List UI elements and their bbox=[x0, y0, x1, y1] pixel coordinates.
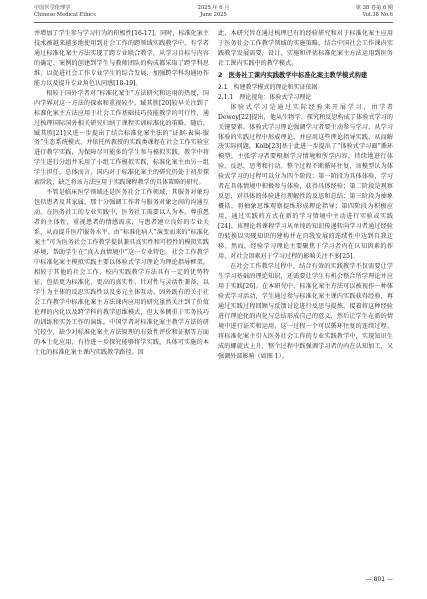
paragraph: 体验式学习是通过实际经验来开展学习，由学者 Dewey[22]提出，他从生物学、探究和反思构成了体验式学习的关键要素。体验式学习理论强调学习者要主动参与学习，从学习体验的实践过程中形成理论，并应用这些理论指导实践，从而解决实际问题。Kolb[23]基于此进一步提出了“体验式学习圈”循环模型，主张学习者要根据学习情境和所学内容，持续地进行体验、反思、思考和行动。整个过程不断循环往复，该模型认为体验式学习的过程可以分为四个阶段：第一阶段为具体体验，学习者在具体情境中积极参与体验，获得具体经验；第二阶段是观察反思，对具体的体验进行理解性的反思和总结；第三阶段为抽象概括，将抽象思维观察提炼形成理论指导；第四阶段为积极应用，通过实践的方式在新的学习情境中主动进行实验或实践[24]。该理论将课程学习从单纯的知识传递转向学习者通过经验的转换以实现知识的建构并在自我发展的连续性中达到自我迁移。然而，经验学习理论主要聚焦于学习者内在认知因素的作用，对社会因素对于学习过程的影响关注不多[25]。 bbox=[218, 103, 393, 260]
issue-date-en: June 2025 bbox=[200, 12, 227, 18]
page-number: — 801 — bbox=[365, 576, 393, 583]
paragraph: 在社会工作教学过程中，结合有效的实践教学不仅需要让学生学习基础的理论知识，还需要让学生有机会整合所学理论并应用于实践[26]。在本研究中，标准化案主方法可以被视作一种体验式学习活动，学生通过参与标准化案主课内实践获得经验，再通过实践过程回顾与反馈讨论进行反思与提炼，接着将这种经验进行理论化的内化与总结形成自己的意义，然后让学生在新的情境中进行证实和运用，这一过程一个可以循环往复的连续过程。将标准化案主引入医务社会工作的专业实践教学中，实现知识生成的螺旋式上升，整个过程中践强调学习者的内在认知加工，又强调外部影响（如图 1）。 bbox=[218, 262, 393, 360]
paragraph: 不管是临床医学领域还是医务社会工作领域，其服务对象均包括患者及其家属，那十分强调工作者与服务对象之间的沟通互动。在医务社工的专业实践中，医务社工需要以人为本，尊重患者的主体性，重视患者的情感需求，与患者建立良好的专业关系，从而提升医疗服务水平。由“标准化病人”演变而来的“标准化案主”可为医务社会工作教学提供兼具真实性和可控性的模拟实践环境，帮助学生在“真人真情境中”这一专业特色。社会工作教学中标准化案主模拟实践主要以体验式学习理论为理论指导框架，相较于其他的社会工作、校内实践教学方法具有一定的优势特征，包括更为标准化、更高的真实性、针对性与灵活性兼备，以学生为主体的反思实践性以及多元主体互动。因外既有的关于社会工作教学中标准化案主方法课内应用的研究虽然关注到了价值伦理的内化以及跨学科的教学思维模式，但大多侧重于实务技巧的训练和实务工作的演练。中国学者对标准化案主教学方法的研究较少，缺少对标准化案主方法原理的有效性评价和证据等方面的本土化应用，有待进一步探究能够将学实践，具体可实施的本土化的标准化案主课内实践教学路径。因 bbox=[34, 189, 209, 356]
issue-volume-en: Vol.38 No.6 bbox=[362, 12, 393, 18]
journal-name-en: Chinese Medical Ethics bbox=[34, 12, 96, 18]
subsection-heading: 2.1 构建教学模式的理论和实证依据 bbox=[218, 83, 318, 91]
issue-volume bbox=[356, 5, 393, 19]
header-rule bbox=[34, 22, 393, 23]
paragraph: 并增加了学生参与学习行为的积极性[16-17]。同时，标准化案主技术被越来越多地使用到社会工作的跨领域实践教学中，有学者通过标准化案主方法实现了跨专业联合教学，从学习目标与内容的确定、案例的创建到学生与教师团队的构成都采取了跨学科思维，以促进社会工作专业学生的综合发展，加强跨学科沟通协作能力以及提升专业角色认同感[18-19]。 bbox=[34, 30, 209, 87]
section-heading: 2 医务社工课内实践教学中标准化案主教学模式构建 bbox=[218, 71, 368, 79]
issue-volume-cn: 第 38 卷第 6 期 bbox=[355, 5, 393, 11]
left-column bbox=[34, 29, 209, 357]
paragraph: 此，本研究旨在通过梳理已有的经验研究和对于标准化案主应用于医务社会工作教学领域的实施策略，结合中国社会工作课内实践教学发展需要，设计、实施和评估标准化案主方法运用到医务社工课内实践中的教学模式。 bbox=[218, 30, 393, 67]
issue-date-cn: 2025 年 6 月 bbox=[197, 5, 230, 11]
subsubsection-heading: 2.1.1 理论视角：体验式学习理论 bbox=[218, 93, 312, 101]
paragraph: 相较于国外学者对“标准化案主”方法研究和运用的热度，国内学界对这一方法的探索和重视较少。臧其胜[20]较早关注到了标准化案主方法应用于社会工作基础技巧技能教学的可行性，通过梳理国际国外相关研究归纳了课程实训标准化的策略。随后，臧其胜[21]又进一步提出了结合标准化案主法的“证据-表演-服务”生态系统模式，并依托所教授的实践类课程在社会工作实验室进行教学实践，为保障尽可能多的学生参与模拟实践，教学中将学生进行分组并采用了小组工作模拟实践，标准化案主由另一组学生担任。总体而言，国内对于标准化案主的研究仍处于初步探索阶段，缺乏将该方法应用于实践课程教学的具体策略的研究。 bbox=[34, 89, 209, 187]
journal-name-cn: 中国医学伦理学 bbox=[34, 5, 71, 11]
right-column bbox=[218, 29, 393, 361]
